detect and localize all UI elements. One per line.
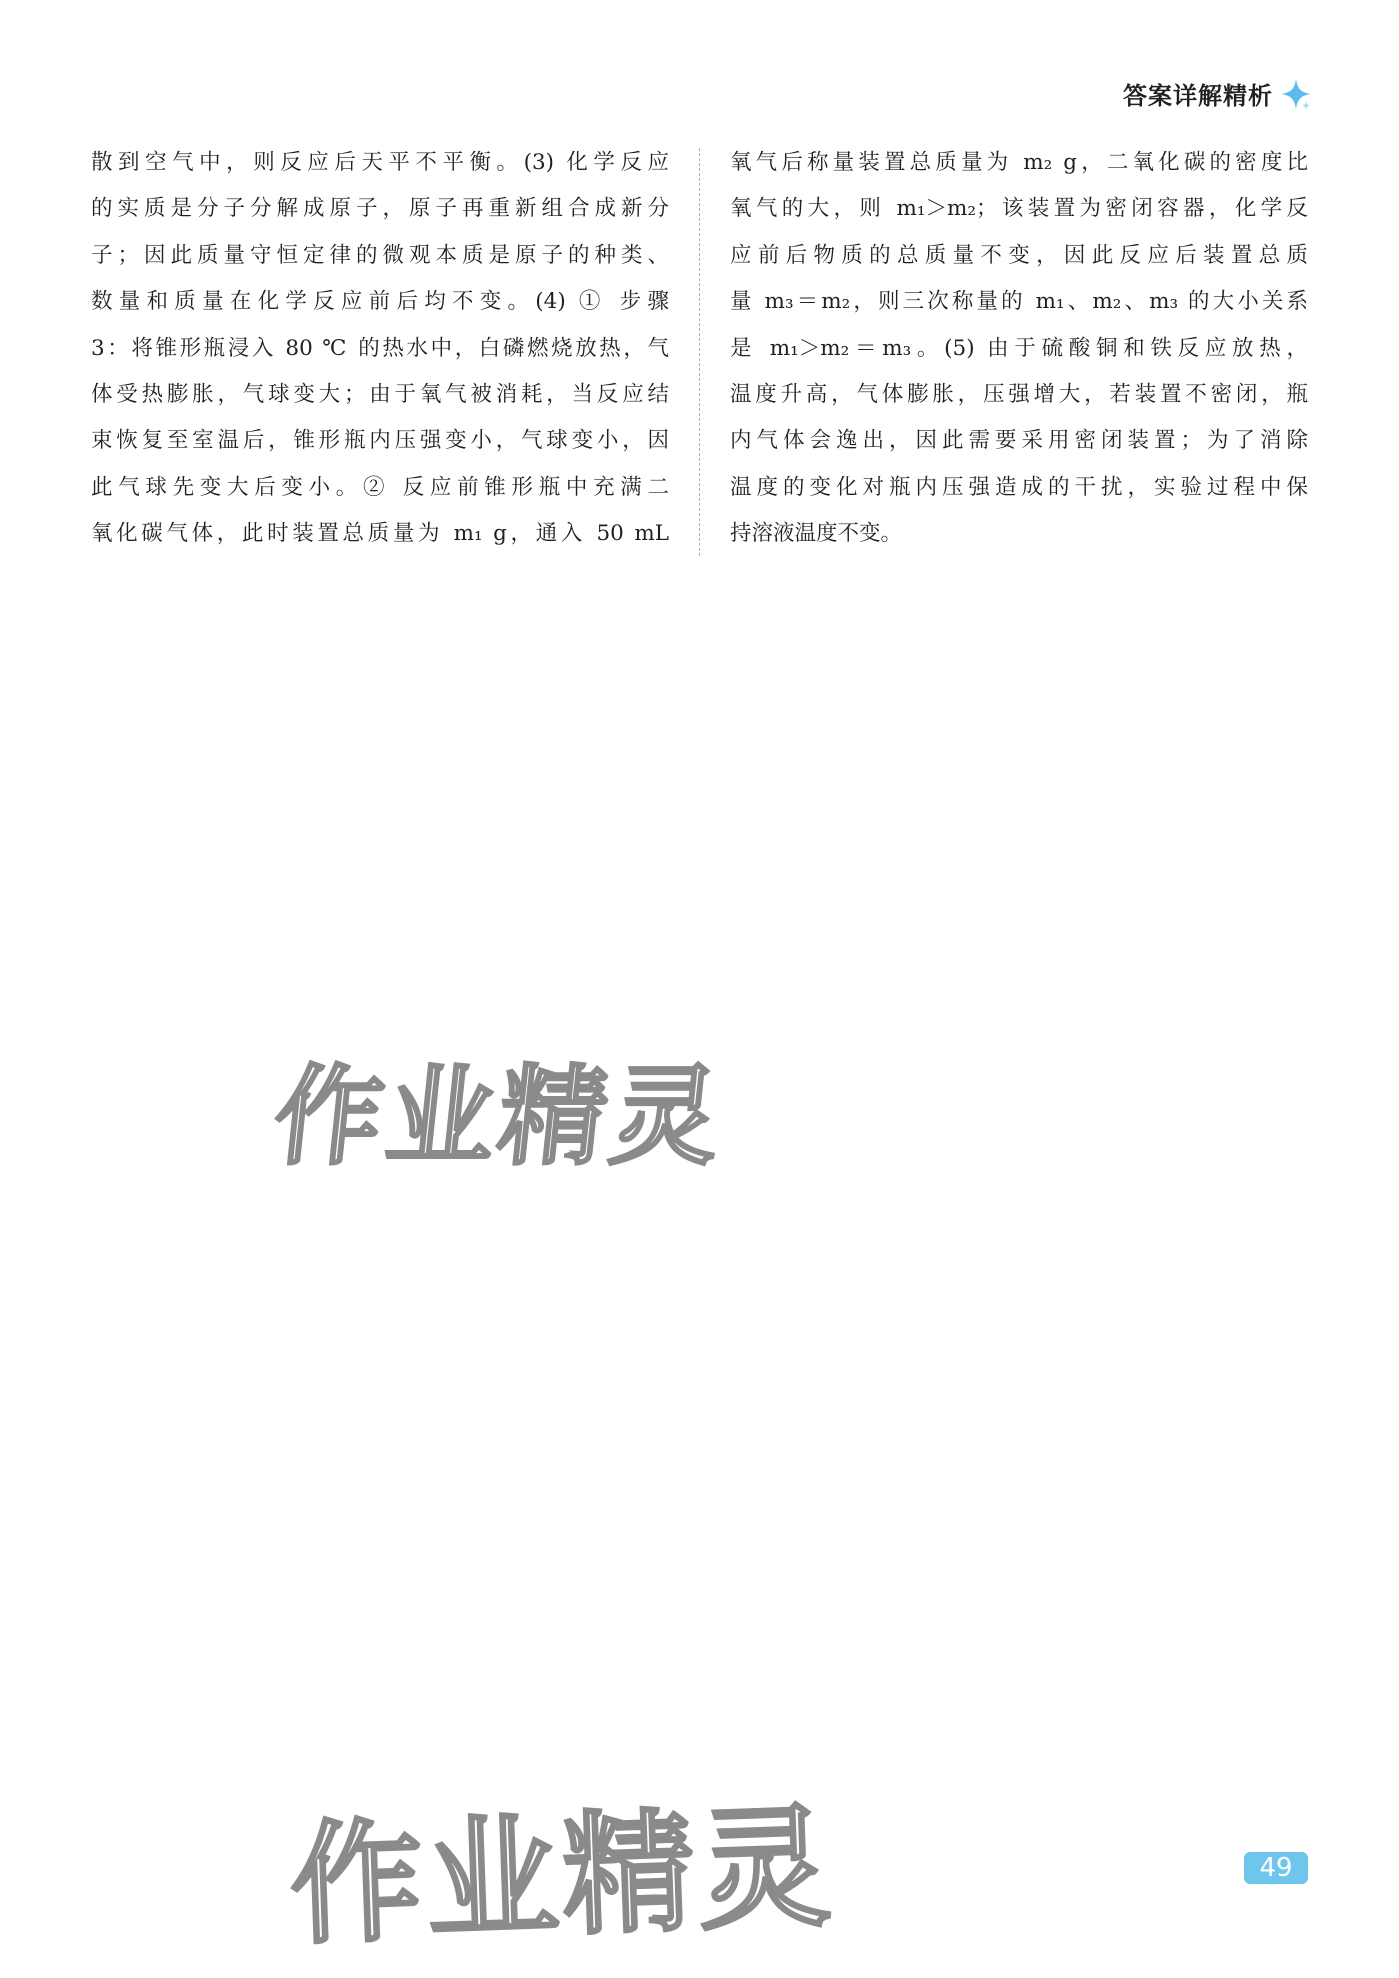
right-column bbox=[730, 140, 1308, 558]
text-line: 氧化碳气体，此时装置总质量为 m₁ g，通入 50 mL bbox=[91, 521, 669, 547]
column-divider bbox=[699, 148, 700, 556]
text-line: 内气体会逸出，因此需要采用密闭装置；为了消除 bbox=[730, 428, 1308, 454]
text-line: 3：将锥形瓶浸入 80 ℃ 的热水中，白磷燃烧放热，气 bbox=[91, 335, 669, 361]
page-header bbox=[1123, 76, 1313, 111]
text-line: 束恢复至室温后，锥形瓶内压强变小，气球变小，因 bbox=[91, 428, 669, 454]
text-line: 持溶液温度不变。 bbox=[730, 521, 903, 547]
text-line: 此气球先变大后变小。② 反应前锥形瓶中充满二 bbox=[91, 474, 669, 500]
text-line: 温度升高，气体膨胀，压强增大，若装置不密闭，瓶 bbox=[730, 382, 1308, 408]
left-column bbox=[91, 140, 669, 558]
text-line: 温度的变化对瓶内压强造成的干扰，实验过程中保 bbox=[730, 474, 1308, 500]
text-line: 量 m₃＝m₂，则三次称量的 m₁、m₂、m₃ 的大小关系 bbox=[730, 289, 1308, 315]
text-line: 体受热膨胀，气球变大；由于氧气被消耗，当反应结 bbox=[91, 382, 669, 408]
page-number: 49 bbox=[1244, 1852, 1308, 1884]
text-line: 应前后物质的总质量不变，因此反应后装置总质 bbox=[730, 242, 1308, 268]
sparkle-icon bbox=[1279, 77, 1313, 111]
text-line: 的实质是分子分解成原子，原子再重新组合成新分 bbox=[91, 196, 669, 222]
watermark: 作业精灵 bbox=[287, 1790, 837, 1964]
text-line: 数量和质量在化学反应前后均不变。(4) ① 步骤 bbox=[91, 289, 669, 315]
section-title: 答案详解精析 bbox=[1123, 82, 1273, 110]
text-line: 氧气的大，则 m₁＞m₂；该装置为密闭容器，化学反 bbox=[730, 196, 1308, 222]
text-line: 散到空气中，则反应后天平不平衡。(3) 化学反应 bbox=[91, 150, 669, 175]
text-line: 氧气后称量装置总质量为 m₂ g，二氧化碳的密度比 bbox=[730, 150, 1308, 175]
watermark: 作业精灵 bbox=[268, 1055, 730, 1180]
text-line: 是 m₁＞m₂＝m₃。(5) 由于硫酸铜和铁反应放热， bbox=[730, 335, 1308, 361]
text-line: 子；因此质量守恒定律的微观本质是原子的种类、 bbox=[91, 242, 669, 268]
